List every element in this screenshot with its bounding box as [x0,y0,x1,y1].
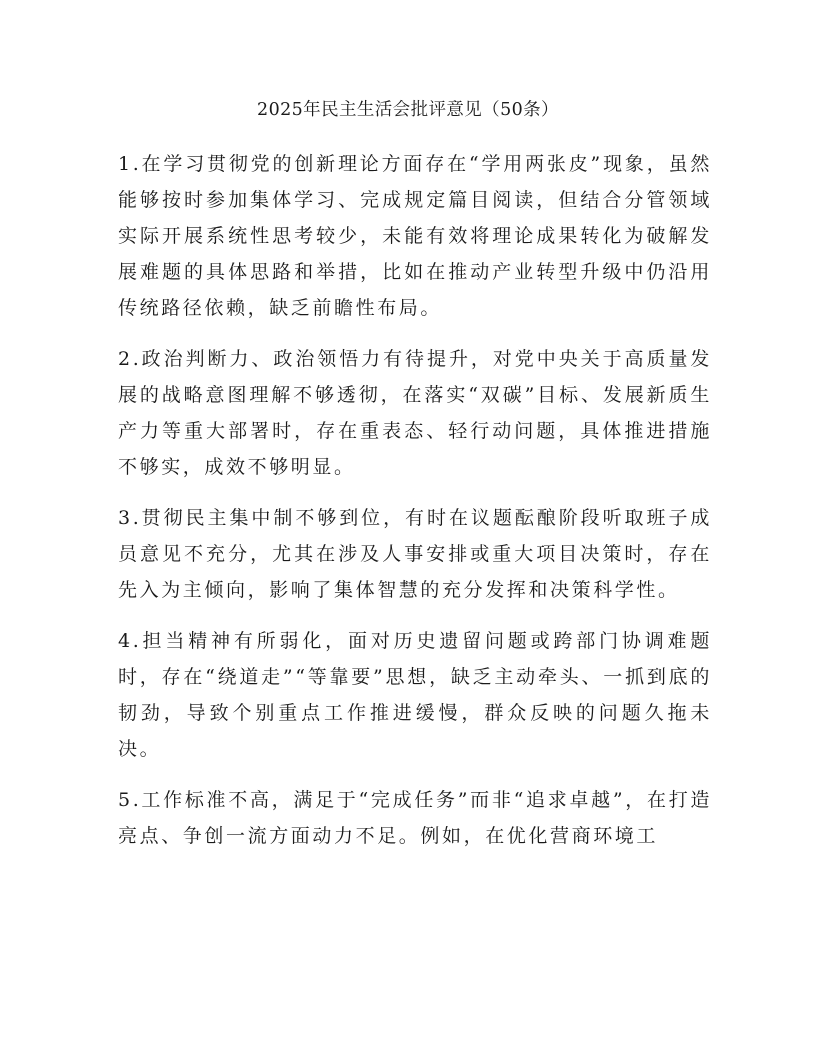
criticism-item-5: 5.工作标准不高，满足于“完成任务”而非“追求卓越”，在打造亮点、争创一流方面动力不足。例如，在优化营商环境工 [118,789,712,847]
document-title: 2025年民主生活会批评意见（50条） [257,100,559,120]
criticism-item-2: 2.政治判断力、政治领悟力有待提升，对党中央关于高质量发展的战略意图理解不够透彻，在落实“双碳”目标、发展新质生产力等重大部署时，存在重表态、轻行动问题，具体推进措施不够实，成效不够明显。 [118,348,712,478]
criticism-item-1: 1.在学习贯彻党的创新理论方面存在“学用两张皮”现象，虽然能够按时参加集体学习、完成规定篇目阅读，但结合分管领域实际开展系统性思考较少，未能有效将理论成果转化为破解发展难题的具体思路和举措，比如在推动产业转型升级中仍沿用传统路径依赖，缺乏前瞻性布局。 [118,153,712,319]
criticism-item-3: 3.贯彻民主集中制不够到位，有时在议题酝酿阶段听取班子成员意见不充分，尤其在涉及人事安排或重大项目决策时，存在先入为主倾向，影响了集体智慧的充分发挥和决策科学性。 [118,507,712,601]
document-body [118,146,712,869]
criticism-item-4: 4.担当精神有所弱化，面对历史遗留问题或跨部门协调难题时，存在“绕道走”“等靠要”思想，缺乏主动牵头、一抓到底的韧劲，导致个别重点工作推进缓慢，群众反映的问题久拖未决。 [118,630,712,760]
